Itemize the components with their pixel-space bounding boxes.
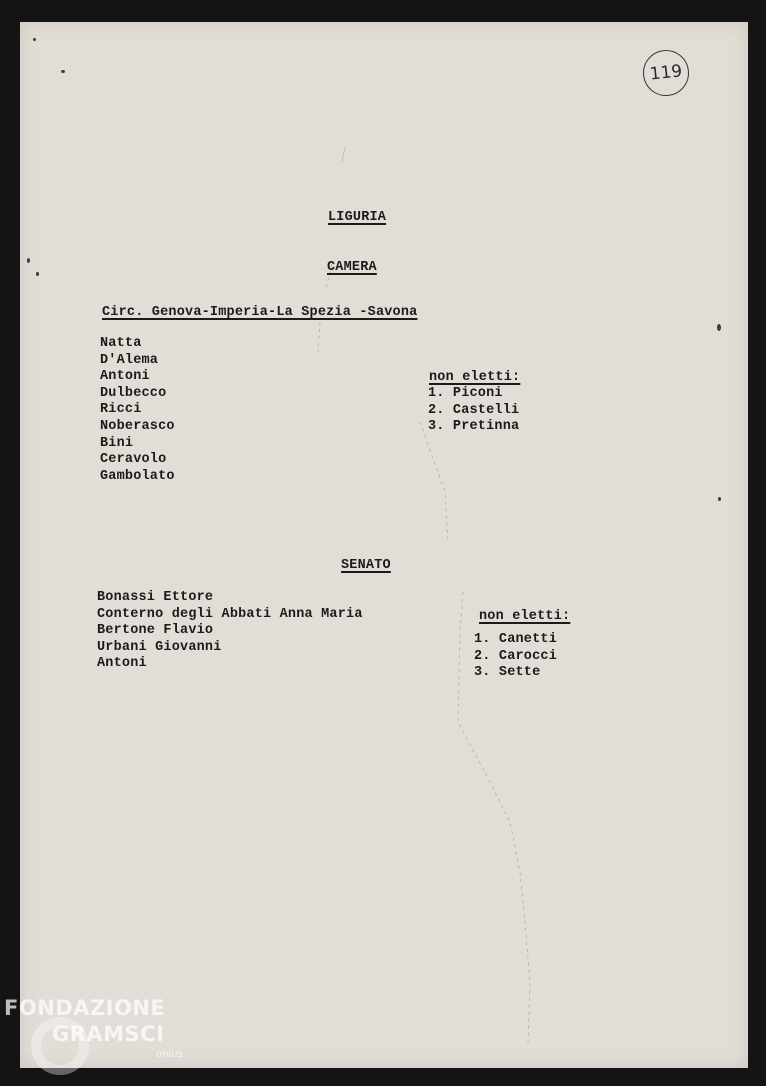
list-item: Urbani Giovanni	[97, 639, 222, 655]
watermark-line2: GRAMSCI	[52, 1022, 165, 1046]
list-item: Antoni	[97, 656, 147, 672]
senato-not-elected-label: non eletti:	[479, 609, 571, 624]
list-item: Dulbecco	[100, 385, 167, 401]
camera-not-elected-label: non eletti:	[429, 370, 521, 385]
list-item: 2. Castelli	[428, 402, 520, 418]
list-item: 1. Canetti	[474, 632, 558, 647]
paper-speck	[36, 272, 39, 276]
list-item: 3. Sette	[474, 665, 541, 681]
list-item: Noberasco	[100, 418, 175, 434]
senato-not-elected-list	[474, 632, 557, 682]
paper-speck	[27, 258, 30, 263]
list-item: 2. Carocci	[474, 648, 558, 664]
list-item: Bini	[100, 435, 134, 451]
senato-heading: SENATO	[341, 558, 391, 573]
paper-crease	[20, 22, 748, 1068]
watermark-line3: onlus	[156, 1049, 183, 1060]
paper-speck	[33, 38, 36, 41]
list-item: Gambolato	[100, 468, 175, 484]
list-item: Bertone Flavio	[97, 623, 214, 639]
list-item: Ricci	[100, 402, 142, 418]
list-item: Conterno degli Abbati Anna Maria	[97, 606, 363, 622]
list-item: Natta	[100, 336, 142, 351]
list-item: 3. Pretinna	[428, 419, 520, 435]
circoscrizione-title: Circ. Genova-Imperia-La Spezia -Savona	[102, 305, 418, 320]
list-item: Bonassi Ettore	[97, 590, 214, 605]
camera-not-elected-list	[428, 386, 519, 436]
paper-speck	[718, 497, 721, 501]
paper-speck	[61, 70, 65, 73]
paper-speck	[717, 324, 721, 331]
camera-heading: CAMERA	[327, 260, 377, 275]
list-item: D'Alema	[100, 352, 159, 368]
list-item: Ceravolo	[100, 452, 167, 468]
camera-elected-list	[100, 336, 175, 485]
list-item: 1. Piconi	[428, 386, 503, 401]
watermark-line1: FONDAZIONE	[4, 996, 166, 1020]
senato-elected-list	[97, 590, 363, 673]
list-item: Antoni	[100, 369, 150, 385]
document-page	[20, 22, 748, 1068]
page-number: 119	[648, 61, 684, 85]
region-title: LIGURIA	[328, 210, 387, 225]
fondazione-gramsci-watermark	[4, 996, 194, 1076]
